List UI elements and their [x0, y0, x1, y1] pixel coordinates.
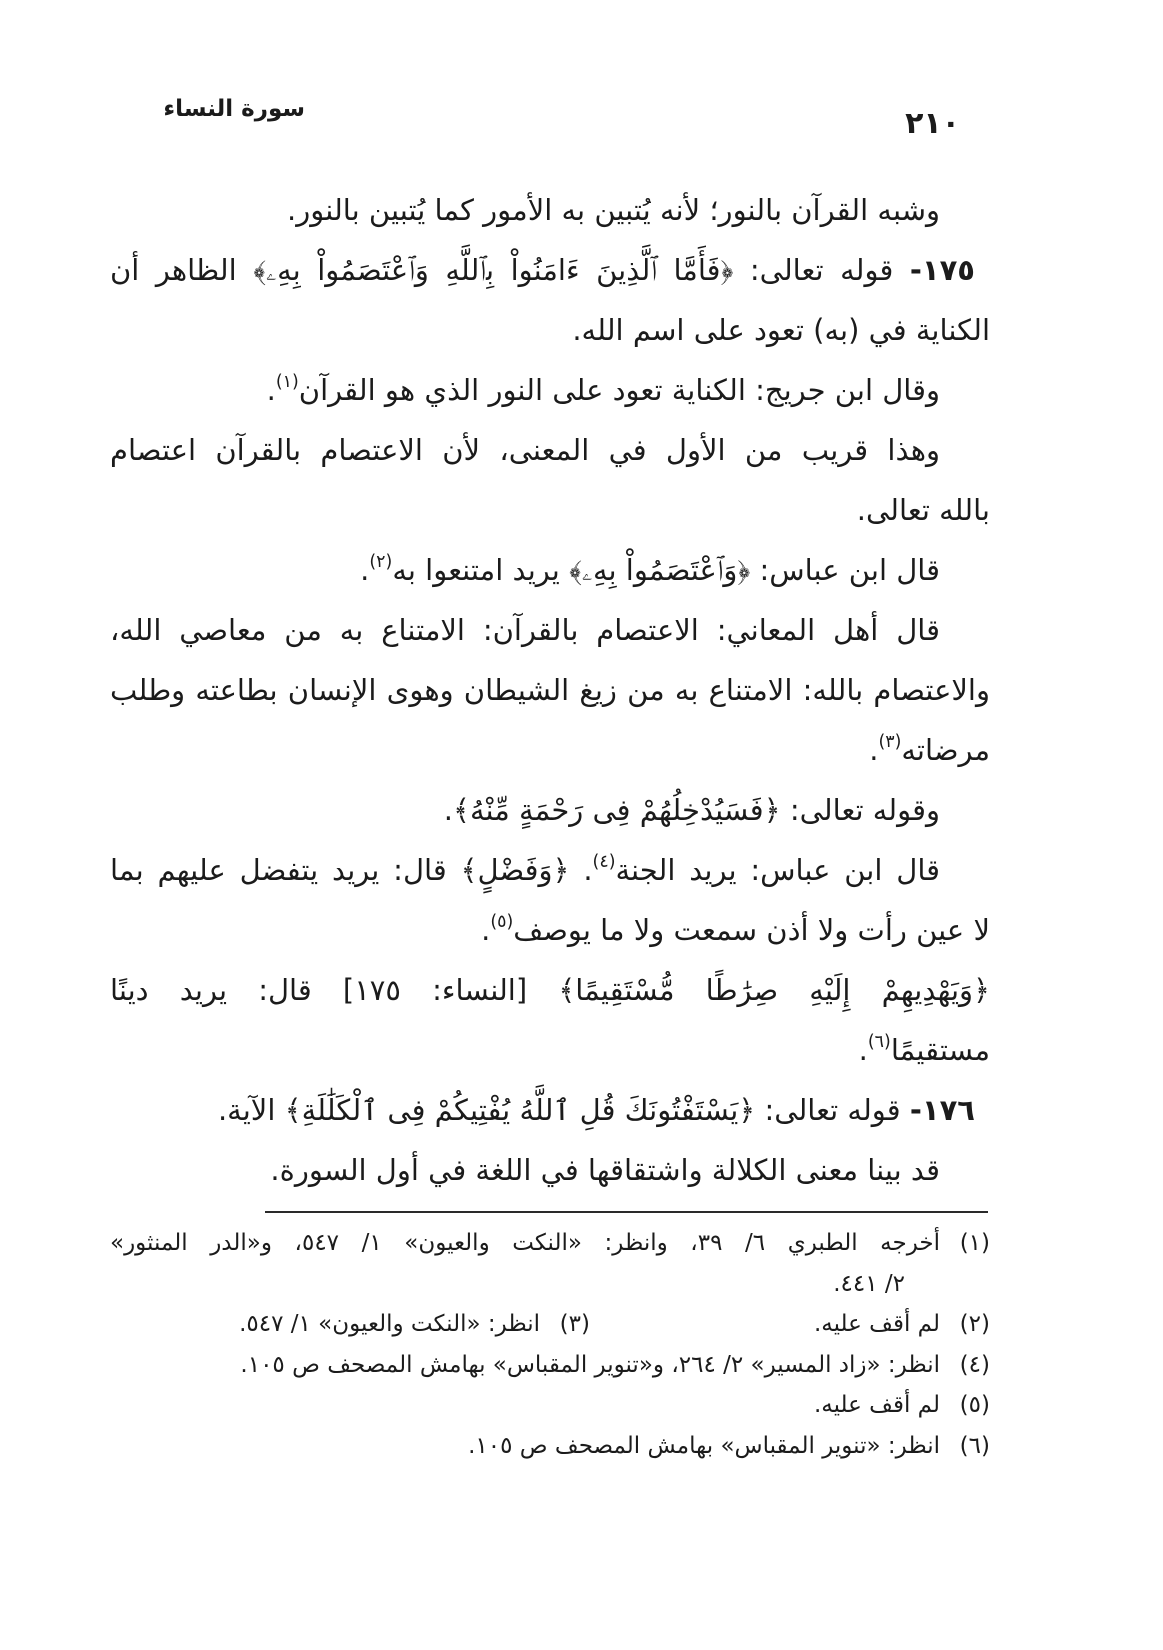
- footnote-text: انظر: «زاد المسير» ٢/ ٢٦٤، و«تنوير المقباس» بهامش المصحف ص ١٠٥.: [240, 1351, 940, 1378]
- footnote-ref: (٦): [867, 1031, 891, 1052]
- quran-verse: ﴿وَيَهْدِيهِمْ إِلَيْهِ صِرَٰطًا مُّسْتَقِيمًا﴾: [558, 973, 991, 1007]
- footnote-number: (٤): [959, 1351, 990, 1378]
- line-text: وقوله تعالى:: [789, 793, 940, 827]
- footnote-number: (٢): [959, 1311, 990, 1337]
- footnote-text: لم أقف عليه.: [813, 1392, 940, 1418]
- body-line: [110, 1020, 990, 1080]
- footnote: [110, 1385, 990, 1426]
- footnote: [110, 1223, 990, 1264]
- line-text: قال أهل المعاني: الاعتصام بالقرآن: الامتناع به من معاصي الله،: [110, 613, 940, 647]
- body-line: [110, 780, 990, 840]
- quran-verse: ﴿فَسَيُدْخِلُهُمْ فِى رَحْمَةٍ مِّنْهُ﴾: [452, 793, 781, 827]
- main-text: [110, 180, 990, 1200]
- footnote-text: انظر: «النكت والعيون» ١/ ٥٤٧.: [239, 1311, 540, 1337]
- line-text: الظاهر أن: [110, 253, 237, 287]
- quran-verse: ﴿فَأَمَّا ٱلَّذِينَ ءَامَنُواْ بِٱللَّهِ وَٱعْتَصَمُواْ بِهِۦ﴾: [253, 253, 734, 287]
- section-number: ١٧٥-: [909, 253, 975, 287]
- line-text: وشبه القرآن بالنور؛ لأنه يُتبين به الأمور كما يُتبين بالنور.: [287, 193, 940, 227]
- footnote-number: (١): [959, 1230, 991, 1256]
- line-text: قوله تعالى:: [749, 253, 894, 287]
- quran-verse: ﴿وَٱعْتَصَمُواْ بِهِۦ﴾: [569, 553, 751, 587]
- body-line: [110, 960, 990, 1020]
- footnote: [110, 1426, 990, 1467]
- footnote-number: (٥): [959, 1392, 990, 1418]
- footnote-ref: (٢): [369, 551, 393, 572]
- footnote-separator: [265, 1211, 988, 1213]
- footnote-ref: (٤): [592, 851, 616, 872]
- body-line: [110, 420, 990, 480]
- quran-verse: ﴿يَسْتَفْتُونَكَ قُلِ ٱللَّهُ يُفْتِيكُمْ فِى ٱلْكَلَٰلَةِ﴾: [284, 1093, 756, 1127]
- line-text: .: [858, 1033, 868, 1067]
- body-line: [110, 480, 990, 540]
- footnote-text: ٢/ ٤٤١.: [833, 1270, 905, 1297]
- line-text: .: [481, 913, 491, 947]
- running-header-surah-title: سورة النساء: [163, 96, 305, 122]
- body-line: [110, 300, 990, 360]
- footnote: [590, 1304, 990, 1345]
- line-text: قال ابن عباس: يريد الجنة: [615, 853, 941, 887]
- footnote-text: أخرجه الطبري ٦/ ٣٩، وانظر: «النكت والعيون» ١/ ٥٤٧، و«الدر المنثور»: [110, 1230, 941, 1256]
- body-line: [110, 180, 990, 240]
- footnote-ref: (١): [275, 371, 299, 392]
- footnote-text: انظر: «تنوير المقباس» بهامش المصحف ص ١٠٥.: [468, 1432, 940, 1459]
- page-number: ٢١٠: [905, 106, 960, 141]
- line-text: الآية.: [217, 1093, 276, 1127]
- footnote-ref: (٥): [490, 911, 514, 932]
- line-text: قوله تعالى:: [764, 1093, 901, 1127]
- footnote-text: لم أقف عليه.: [813, 1311, 940, 1337]
- footnote: [110, 1345, 990, 1386]
- line-text: قال: يريد دينًا: [110, 973, 312, 1007]
- section-number: ١٧٦-: [909, 1093, 975, 1127]
- line-text: وقال ابن جريج: الكناية تعود على النور الذي هو القرآن: [298, 373, 940, 407]
- line-text: بالله تعالى.: [856, 493, 990, 527]
- footnote-number: (٦): [959, 1432, 990, 1459]
- body-line: [110, 900, 990, 960]
- footnote-ref: (٣): [878, 731, 902, 752]
- quran-verse: ﴿وَفَضْلٍ﴾: [460, 853, 570, 887]
- footnotes: [110, 1223, 990, 1466]
- body-line: [110, 600, 990, 660]
- line-text: الكناية في (به) تعود على اسم الله.: [572, 313, 990, 347]
- line-text: يريد امتنعوا به: [392, 553, 560, 587]
- body-line: [110, 360, 990, 420]
- footnote: [110, 1304, 590, 1345]
- line-text: .: [266, 373, 276, 407]
- body-line: [110, 720, 990, 780]
- body-line: [110, 840, 990, 900]
- line-text: قد بينا معنى الكلالة واشتقاقها في اللغة في أول السورة.: [270, 1153, 940, 1187]
- body-line: [110, 1140, 990, 1200]
- footnote-continuation: [110, 1264, 990, 1305]
- line-text: مستقيمًا: [890, 1033, 990, 1067]
- line-text: مرضاته: [901, 733, 990, 767]
- line-text: والاعتصام بالله: الامتناع به من زيغ الشيطان وهوى الإنسان بطاعته وطلب: [110, 673, 990, 707]
- footnote-row: [110, 1304, 990, 1345]
- line-text: .: [869, 733, 879, 767]
- footnote-number: (٣): [559, 1311, 590, 1337]
- body-line: [110, 1080, 990, 1140]
- sura-reference: [النساء: ١٧٥]: [342, 973, 528, 1007]
- line-text: قال: يريد يتفضل عليهم بما: [110, 853, 447, 887]
- body-line: [110, 540, 990, 600]
- line-text: وهذا قريب من الأول في المعنى، لأن الاعتصام بالقرآن اعتصام: [110, 433, 940, 467]
- line-text: قال ابن عباس:: [759, 553, 940, 587]
- line-text: .: [360, 553, 370, 587]
- body-line: [110, 660, 990, 720]
- line-text: .: [443, 793, 453, 827]
- line-text: لا عين رأت ولا أذن سمعت ولا ما يوصف: [513, 913, 990, 947]
- line-text: .: [583, 853, 593, 887]
- body-line: [110, 240, 990, 300]
